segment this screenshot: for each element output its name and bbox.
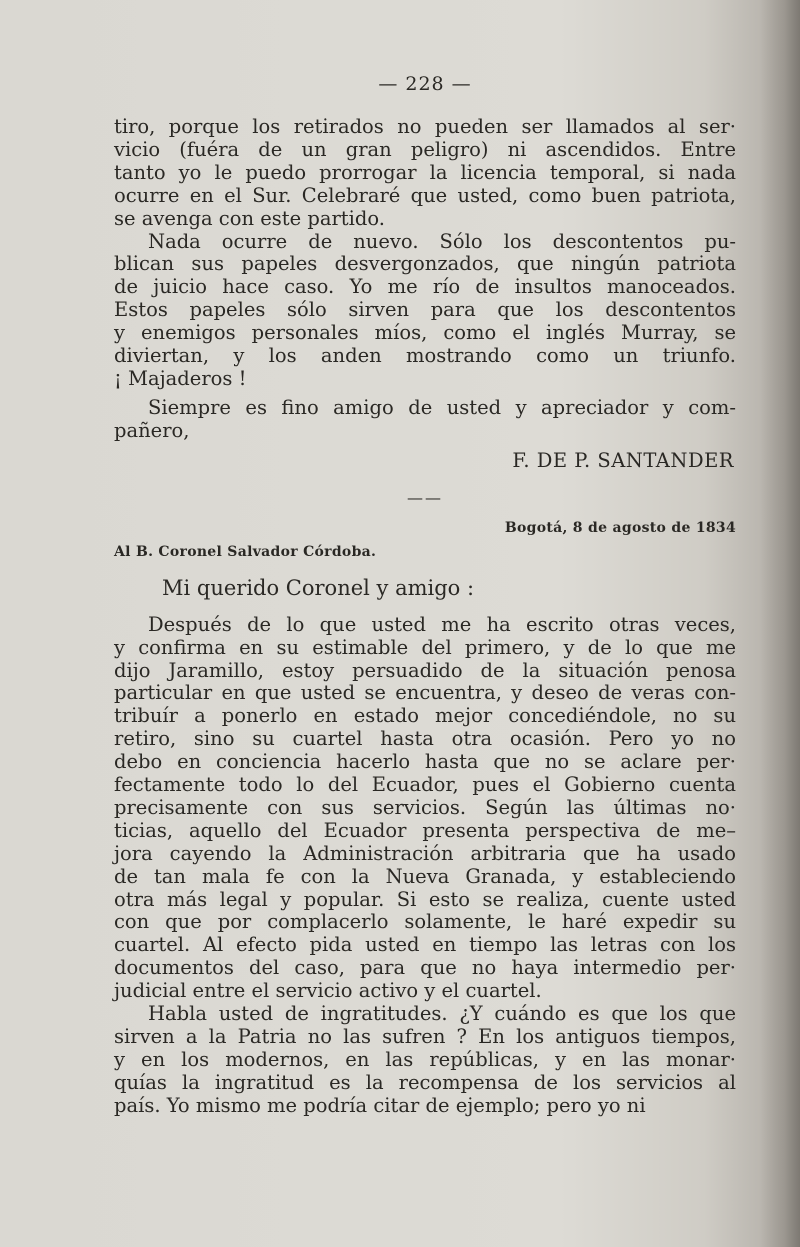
- letter-salutation: Mi querido Coronel y amigo :: [162, 575, 475, 600]
- letter-dateline: Bogotá, 8 de agosto de 1834: [504, 519, 736, 536]
- text-line: particular en que usted se encuentra, y deseo de veras con-: [114, 681, 736, 705]
- text-line: ticias, aquello del Ecuador presenta perspectiva de me–: [114, 818, 736, 842]
- paragraph: [114, 1003, 736, 1118]
- text-line: país. Yo mismo me podría citar de ejemplo; pero yo ni: [114, 1093, 646, 1117]
- paragraph: [114, 231, 736, 391]
- text-line: pañero,: [114, 418, 190, 442]
- text-line: retiro, sino su cuartel hasta otra ocasión. Pero yo no: [114, 727, 736, 751]
- text-line: documentos del caso, para que no haya intermedio per·: [114, 956, 736, 980]
- paragraph: [114, 614, 736, 1003]
- text-line: con que por complacerlo solamente, le haré expedir su: [114, 910, 736, 934]
- page-text-block: [114, 66, 736, 1118]
- text-line: Nada ocurre de nuevo. Sólo los descontentos pu-: [148, 229, 736, 253]
- text-line: diviertan, y los anden mostrando como un triunfo.: [114, 344, 736, 368]
- text-line: blican sus papeles desvergonzados, que ningún patriota: [114, 252, 736, 276]
- paragraph: [114, 116, 736, 231]
- text-line: Habla usted de ingratitudes. ¿Y cuándo es que los que: [148, 1002, 736, 1026]
- text-line: sirven a la Patria no las sufren ? En los antiguos tiempos,: [114, 1025, 736, 1048]
- text-line: debo en conciencia hacerlo hasta que no se aclare per·: [114, 750, 736, 774]
- letter-separator: ——: [407, 487, 443, 507]
- text-line: tanto yo le puedo prorrogar la licencia temporal, si nada: [114, 160, 736, 184]
- book-spine-shadow: [760, 0, 800, 1247]
- paragraph: [114, 397, 736, 443]
- text-line: vicio (fuéra de un gran peligro) ni ascendidos. Entre: [114, 137, 736, 161]
- text-line: otra más legal y popular. Si esto se realiza, cuente usted: [114, 887, 736, 911]
- page-number: — 228 —: [378, 73, 472, 95]
- letter-1: [114, 116, 736, 443]
- text-line: quías la ingratitud es la recompensa de los servicios al: [114, 1070, 736, 1094]
- text-line: cuartel. Al efecto pida usted en tiempo las letras con los: [114, 933, 736, 957]
- text-line: Estos papeles sólo sirven para que los descontentos: [114, 298, 736, 322]
- letter-recipient: Al B. Coronel Salvador Córdoba.: [114, 543, 377, 560]
- text-line: dijo Jaramillo, estoy persuadido de la situación penosa: [114, 658, 736, 682]
- text-line: Siempre es fino amigo de usted y apreciador y com-: [148, 395, 736, 419]
- text-line: fectamente todo lo del Ecuador, pues el Gobierno cuenta: [114, 773, 736, 797]
- signature-text: F. DE P. SANTANDER: [512, 448, 734, 472]
- text-line: judicial entre el servicio activo y el cuartel.: [114, 979, 542, 1003]
- text-line: ocurre en el Sur. Celebraré que usted, como buen patriota,: [114, 183, 736, 207]
- text-line: jora cayendo la Administración arbitraria que ha usado: [114, 841, 736, 865]
- letter-2: [114, 614, 736, 1118]
- text-line: precisamente con sus servicios. Según las últimas no·: [114, 795, 736, 819]
- text-line: de tan mala fe con la Nueva Granada, y estableciendo: [114, 864, 736, 888]
- text-line: tiro, porque los retirados no pueden ser llamados al ser·: [114, 115, 736, 138]
- text-line: tribuír a ponerlo en estado mejor concediéndole, no su: [114, 704, 736, 728]
- text-line: de juicio hace caso. Yo me río de insultos manoceados.: [114, 275, 736, 299]
- text-line: y en los modernos, en las repúblicas, y en las monar·: [114, 1047, 736, 1071]
- text-line: ¡ Majaderos !: [114, 366, 247, 390]
- text-line: y confirma en su estimable del primero, y de lo que me: [114, 635, 736, 659]
- text-line: Después de lo que usted me ha escrito otras veces,: [148, 612, 736, 636]
- text-line: y enemigos personales míos, como el inglés Murray, se: [114, 321, 736, 345]
- signature: [114, 449, 734, 472]
- text-line: se avenga con este partido.: [114, 206, 385, 230]
